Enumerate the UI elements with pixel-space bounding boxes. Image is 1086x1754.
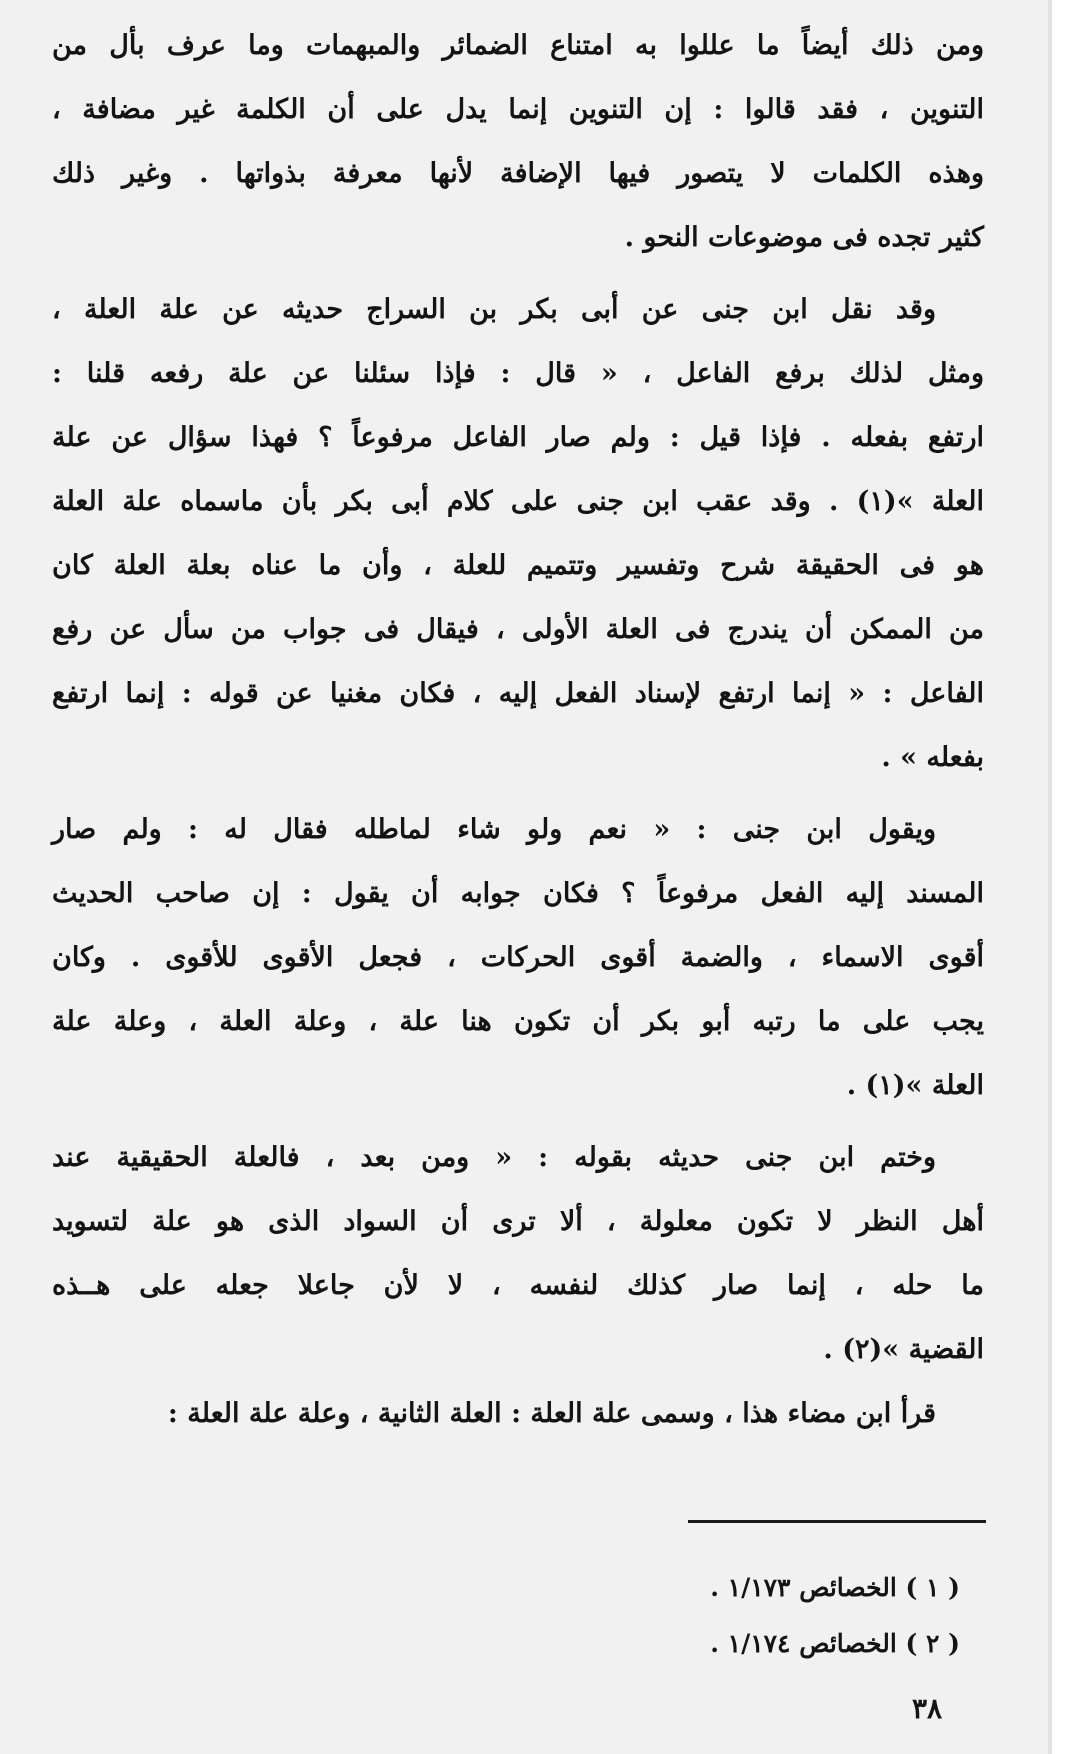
footnote-divider [688,1520,986,1523]
text-line: القضية »(٢) . [823,1334,984,1365]
footnotes [560,1560,960,1672]
text-line: ارتفع بفعله . فإذا قيل : ولم صار الفاعل مرفوعاً ؟ فهذا سؤال عن علة [52,422,984,453]
text-line: أقوى الاسماء ، والضمة أقوى الحركات ، فجعل الأقوى للأقوى . وكان [52,942,984,973]
text-line: وهذه الكلمات لا يتصور فيها الإضافة لأنها معرفة بذواتها . وغير ذلك [52,158,984,189]
text-line: وقد نقل ابن جنى عن أبى بكر بن السراج حديثه عن علة العلة ، [52,294,936,325]
text-line: المسند إليه الفعل مرفوعاً ؟ فكان جوابه أن يقول : إن صاحب الحديث [52,878,984,909]
text-line: وختم ابن جنى حديثه بقوله : « ومن بعد ، فالعلة الحقيقية عند [52,1142,936,1173]
paragraph-4 [52,1126,984,1382]
footnote-1: ( ١ ) الخصائص ١/١٧٣ . [710,1573,960,1602]
paragraph-5 [52,1382,984,1446]
text-line: هو فى الحقيقة شرح وتفسير وتتميم للعلة ، وأن ما عناه بعلة العلة كان [52,550,984,581]
paragraph-gap [52,790,984,798]
text-line: أهل النظر لا تكون معلولة ، ألا ترى أن السواد الذى هو علة لتسويد [52,1206,984,1237]
text-line: ما حله ، إنما صار كذلك لنفسه ، لا لأن جاعلا جعله على هــذه [52,1270,984,1301]
paragraph-2 [52,278,984,790]
paragraph-gap [52,1118,984,1126]
text-line: من الممكن أن يندرج فى العلة الأولى ، فيقال فى جواب من سأل عن رفع [52,614,984,645]
paragraph-gap [52,270,984,278]
text-line: الفاعل : « إنما ارتفع لإسناد الفعل إليه ، فكان مغنيا عن قوله : إنما ارتفع [52,678,984,709]
paragraph-3 [52,798,984,1118]
text-line: العلة »(١) . [846,1070,984,1101]
text-line: يجب على ما رتبه أبو بكر أن تكون هنا علة ، وعلة العلة ، وعلة علة [52,1006,984,1037]
text-line: بفعله » . [881,742,984,773]
text-line: التنوين ، فقد قالوا : إن التنوين إنما يدل على أن الكلمة غير مضافة ، [52,94,984,125]
text-line: قرأ ابن مضاء هذا ، وسمى علة العلة : العلة الثانية ، وعلة علة العلة : [167,1398,936,1429]
paragraph-1 [52,14,984,270]
page-number: ٣٨ [912,1692,943,1725]
text-line: ومن ذلك أيضاً ما عللوا به امتناع الضمائر والمبهمات وما عرف بأل من [52,30,984,61]
page-margin [1052,0,1086,1754]
text-line: ويقول ابن جنى : « نعم ولو شاء لماطله فقال له : ولم صار [52,814,936,845]
text-line: كثير تجده فى موضوعات النحو . [624,222,984,253]
footnote-2: ( ٢ ) الخصائص ١/١٧٤ . [710,1629,960,1658]
text-line: ومثل لذلك برفع الفاعل ، « قال : فإذا سئلنا عن علة رفعه قلنا : [52,358,984,389]
main-text [52,14,984,1446]
text-line: العلة »(١) . وقد عقب ابن جنى على كلام أبى بكر بأن ماسماه علة العلة [52,486,984,517]
